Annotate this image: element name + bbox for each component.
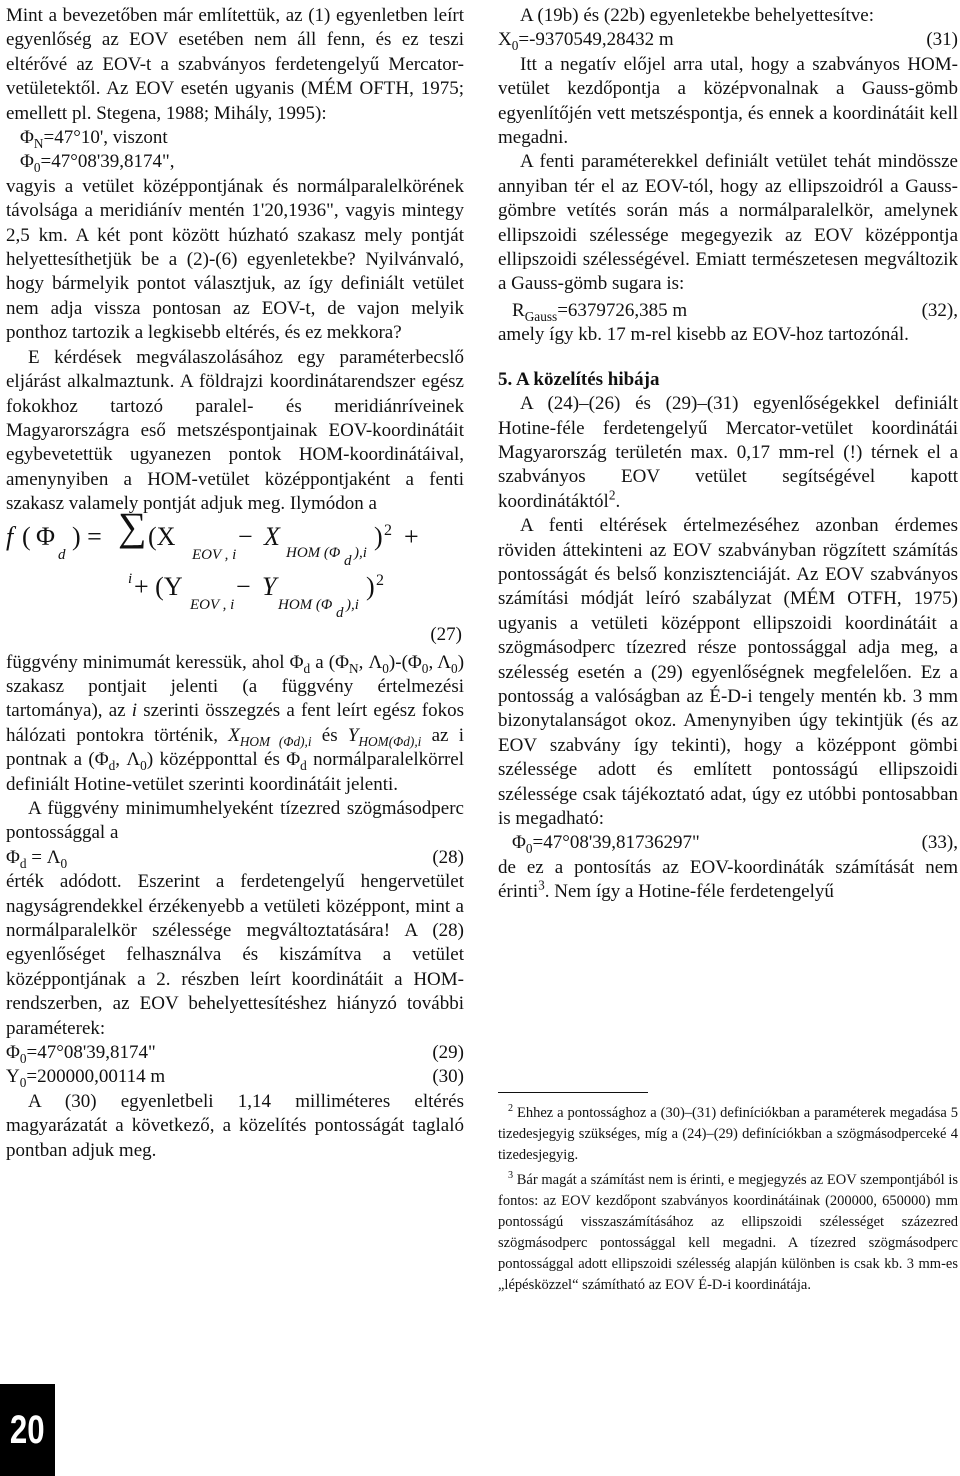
paragraph: vagyis a vetület középpontjának és normálparalelkörének távolsága a meridiánív mentén 1'20,1936", vagyis mintegy 2,5 km. A két pont között húzható szakasz mely pontját helyettesíthetjük be a (2)-(6) egyenletekbe? Nyilvánvaló, hogy bármelyik pontot választjuk, az így definiált vetület nem adja vissza pontosan az EOV-t, de vajon melyik ponthoz tartozik a legkisebb eltérés, és ez mekkora? (6, 175, 464, 344)
paragraph: A (30) egyenletbeli 1,14 milliméteres eltérés magyarázatát a következő, a közelítés pontosságát taglaló pontban adjuk meg. (6, 1090, 464, 1161)
equation-32: $R_{Gauss}=6379726,385$ m (32), (512, 299, 958, 324)
left-column (6, 4, 464, 1163)
footnote-3: $^3$ Bár magát a számítást nem is érinti, e megjegyzés az EOV szempontjából is fontos: az EOV kezdőpont szabványos koordinátáinak (200000, 650000) mm pontosságú visszaszámításához az ellipszoidi szélességet százezred szögmásodperc pontossággal kell megadni. A tízezred szögmásodperc pontossággal adott ellipszoidi szélesség alapján különben is csak kb. 3 mm-es „lépésközzel“ számítható az EOV É-D-i koordinátája. (498, 1170, 958, 1293)
paragraph: A fenti paraméterekkel definiált vetület tehát mindössze annyiban tér el az EOV-tól, hogy az ellipszoidról a Gauss-gömbre vetítés során más a normálparalelkör, amelynek ellipszoidi szélessége megegyezik az EOV középpontja ellipszoidi szélességével. Emiatt természetesen megváltozik a Gauss-gömb sugara is: (498, 151, 958, 295)
paragraph: Itt a negatív előjel arra utal, hogy a szabványos HOM-vetület kezdőpontja a középvonalnak a Gauss-gömb egyenlítőjén vett metszéspontja, és ennek a koordinátáit kell megadni. (498, 53, 958, 149)
equation-33: $\Phi_0=47^\circ 08'39,81736297$" (33), (512, 832, 958, 857)
paragraph: Mint a bevezetőben már említettük, az (1) egyenletben leírt egyenlőség az EOV esetében nem áll fenn, és ez teszi eltérővé az EOV-t a szabványos ferdetengelyű Mercator-vetületektől. Az EOV esetén ugyanis (MÉM OFTH, 1975; emellett pl. Stegena, 1988; Mihály, 1995): (6, 5, 464, 124)
paragraph: érték adódott. Eszerint a ferdetengelyű hengervetület nagyságrendekkel érzékenyebb a vetületi középpont, mint a normálparalelkör szélessége megváltoztatására! A (28) egyenlőséget felhasználva és kiszámítva a vetület középpontjának a 2. részben leírt koordinátáit a HOM-rendszerben, az EOV behelyettesítéshez hiányzó további paraméterek: (6, 871, 464, 1039)
paragraph: amely így kb. 17 m-rel kisebb az EOV-hoz tartozónál. (498, 324, 909, 346)
right-column (498, 4, 958, 905)
equation-27: f ( Φ d ) = ∑ i (X EOV , i − X HOM (Φ d ),i ) 2 + + (Y EOV , i − Y HOM (Φ d ),i ) 2 (27) (6, 519, 464, 651)
equation-number: (27) (430, 623, 462, 645)
page-number: 20 (10, 1407, 45, 1452)
equation-number: (28) (432, 846, 464, 868)
paragraph: A fenti eltérések értelmezéséhez azonban érdemes röviden áttekinteni az EOV szabványban rögzített számítás pontosságát és belső konzisztenciáját. Az EOV szabványos számítási módját leíró szabályzat (MÉM OTFH, 1975) ugyanis a vetületi középpont ellipszoidi koordinátáit a szögmásodperc tízezred része pontossággal adja meg, a szélesség esetén a (29) egyenlőségnek megfelelően. Ez a pontosság a valóságban az É-D-i tengely mentén kb. 3 mm bizonytalanságot okoz. Amenynyiben úgy tekintjük (és az EOV szabvány így tekinti), hogy a középpont gömbi szélessége adott és említett pontosságú ellipszoidi szélessége csak tájékoztató adat, úgy ez utóbbi pontosabban is megadható: (498, 515, 958, 829)
equation-number: (31) (926, 29, 958, 51)
footnote-2: $^2$ Ehhez a pontossághoz a (30)–(31) definíciókban a paraméterek megadása 5 tizedesjegyig szükséges, míg a (24)–(29) definíciókban a szögmásodperceké 4 tizedesjegyig. (498, 1103, 958, 1163)
footnotes (498, 1092, 958, 1300)
paragraph: A függvény minimumhelyeként tízezred szögmásodperc pontossággal a (6, 797, 464, 844)
page-number-box (0, 1384, 55, 1476)
footnote-rule (498, 1092, 648, 1093)
equation-number: (29) (432, 1042, 464, 1064)
paragraph: A (24)–(26) és (29)–(31) egyenlőségekkel definiált Hotine-féle ferdetengelyű Mercator-vetület koordinátái Magyarország területén max. 0,17 mm-rel (!) térnek el a szabványos EOV vetület segítségével kapott koordinátáktól$^2$. (498, 393, 958, 512)
equation-number: (33), (921, 832, 958, 854)
paragraph: de ez a pontosítás az EOV-koordináták számítását nem érinti$^3$. Nem így a Hotine-féle ferdetengelyű (498, 856, 958, 903)
paragraph: A (19b) és (22b) egyenletekbe behelyettesítve: (520, 5, 875, 26)
equation-number: (32), (921, 299, 958, 321)
section-heading: 5. A közelítés hibája (498, 368, 660, 390)
equation-number: (30) (432, 1066, 464, 1088)
paragraph: E kérdések megválaszolásához egy paraméterbecslő eljárást alkalmaztunk. A földrajzi koordinátarendszer egész fokokhoz tartozó paralel- és meridiánríveinek Magyarországra eső metszéspontjainak EOV-koordinátáit egybevetettük ugyanezen pontok HOM-koordinátáival, amenynyiben a HOM-vetület középpontjaként a fenti szakasz valamely pontját adjuk meg. Ilymódon a (6, 346, 464, 515)
paragraph: függvény minimumát keressük, ahol $\Phi_d$ a ($\Phi_N$, $\Lambda_0)-(\Phi_0$, $\Lambda_0$) szakasz pontjait jelenti (a függvény értelmezési tartománya), az i szerinti összegzés a fent leírt egész fokos hálózati pontokra történik, $X_{HOM (\Phi d),i}$ és $Y_{HOM(\Phi d),i}$ az i pontnak a ($\Phi_d$, $\Lambda_0$) középponttal és $\Phi_d$ normálparalelkörrel definiált Hotine-vetület szerinti koordinátáit jelenti. (6, 651, 465, 795)
equation-28: $\Phi_d = \Lambda_0$ (28) (6, 846, 464, 871)
equation-31: $X_0=-9370549,28432$ m (31) (498, 29, 958, 54)
equation-phi-n: $\Phi_N=47^\circ 10'$, viszont (20, 127, 168, 151)
equation-phi-0: $\Phi_0=47^\circ 08'39,8174$", (20, 151, 175, 176)
sum-symbol: ∑ (118, 503, 147, 549)
equation-29: $\Phi_0=47^\circ 08'39,8174$" (29) (6, 1042, 464, 1066)
equation-30: $Y_0=200000,00114$ m (30) (6, 1066, 464, 1091)
